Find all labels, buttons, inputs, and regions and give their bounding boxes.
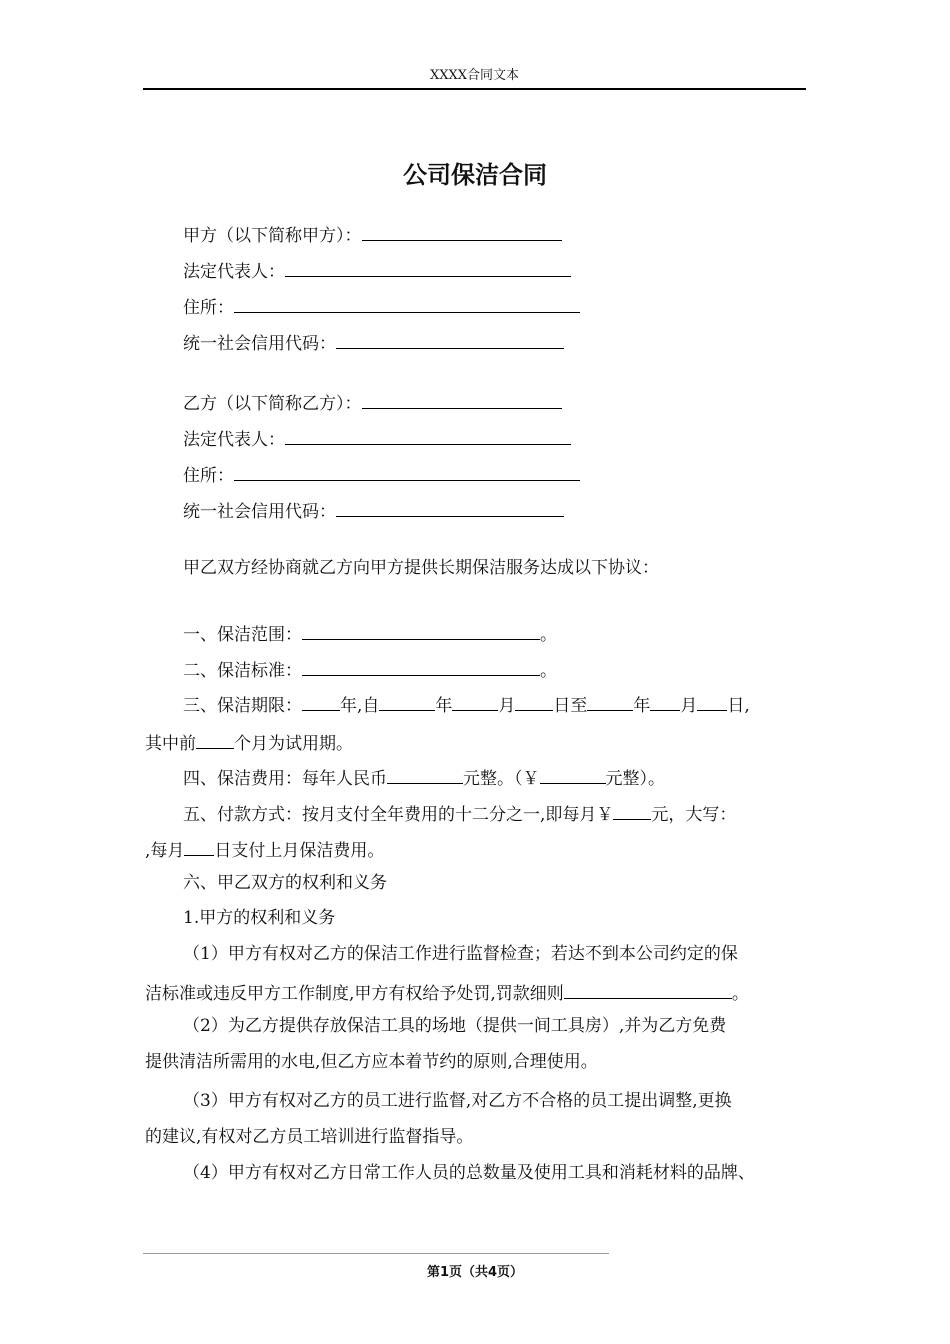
clause-1 (183, 619, 557, 647)
clause-2 (183, 655, 557, 683)
clause-3-text-d: 月 (498, 696, 516, 716)
party-a-address-label: 住所： (183, 298, 234, 318)
clause-2-end: 。 (540, 661, 557, 681)
clause-3-text-g: 月 (680, 696, 698, 716)
penalty-rules-blank (564, 978, 732, 999)
party-a-rep-blank (285, 256, 571, 277)
item-1-line-1: （1）甲方有权对乙方的保洁工作进行监督检查；若达不到本公司约定的保 (183, 944, 738, 964)
party-b-address-label: 住所： (183, 466, 234, 486)
party-a-address-blank (234, 292, 580, 313)
party-a-rep-line (183, 256, 571, 284)
party-b-rep-label: 法定代表人： (183, 430, 285, 450)
clause-3-text-b: 年,自 (340, 696, 380, 716)
clause-3-text-h: 日, (727, 696, 750, 716)
item-1-end: 。 (731, 984, 749, 1004)
party-a-address-line (183, 292, 580, 320)
clause-2-blank (302, 655, 540, 676)
page-header: XXXX合同文本 (143, 66, 806, 90)
monthly-fee-blank (613, 799, 651, 820)
footer-divider (143, 1253, 609, 1254)
item-2-line-1: （2）为乙方提供存放保洁工具的场地（提供一间工具房）,并为乙方免费 (183, 1016, 727, 1036)
pay-day-blank (184, 835, 214, 856)
clause-3-text-f: 年 (633, 696, 651, 716)
party-b-address-blank (234, 460, 580, 481)
clause-5 (183, 799, 736, 827)
party-a-credit-label: 统一社会信用代码： (183, 334, 336, 354)
clause-3-cont-a: 其中前 (145, 734, 196, 754)
end-year-blank (587, 690, 633, 711)
party-a-name-line (183, 220, 562, 248)
item-1-line-2 (145, 978, 749, 1006)
clause-3-cont-b: 个月为试用期。 (234, 734, 353, 754)
clause-3-continued (145, 728, 353, 756)
clause-5-continued (145, 835, 384, 863)
clause-4-label: 四、保洁费用：每年人民币 (183, 769, 387, 789)
party-a-name-label: 甲方（以下简称甲方）： (183, 226, 362, 246)
clause-5-cont-b: 日支付上月保洁费用。 (214, 841, 385, 861)
clause-1-end: 。 (540, 625, 557, 645)
clause-4-text-c: 元整）。 (605, 769, 665, 789)
clause-4-text-b: 元整。（￥ (463, 769, 540, 789)
annual-fee-digits-blank (540, 763, 606, 784)
start-year-blank (379, 690, 435, 711)
clause-5-text-b: 元，大写： (651, 805, 737, 825)
party-b-name-label: 乙方（以下简称乙方）： (183, 394, 362, 414)
clause-1-blank (302, 619, 540, 640)
party-b-name-blank (362, 388, 562, 409)
clause-6-1-heading: 1.甲方的权利和义务 (183, 908, 336, 928)
end-day-blank (697, 690, 727, 711)
item-2-line-2: 提供清洁所需用的水电,但乙方应本着节约的原则,合理使用。 (145, 1052, 598, 1072)
clause-2-label: 二、保洁标准： (183, 661, 302, 681)
end-month-blank (650, 690, 680, 711)
clause-4 (183, 763, 665, 791)
party-b-rep-blank (285, 424, 571, 445)
party-b-address-line (183, 460, 580, 488)
intro-paragraph: 甲乙双方经协商就乙方向甲方提供长期保洁服务达成以下协议： (183, 558, 659, 578)
clause-6-heading: 六、甲乙双方的权利和义务 (183, 873, 387, 893)
page-footer: 第1页（共4页） (426, 1265, 524, 1280)
start-day-blank (515, 690, 553, 711)
party-b-credit-line (183, 496, 564, 524)
clause-3-text-c: 年 (435, 696, 453, 716)
trial-months-blank (196, 728, 234, 749)
clause-5-cont-a: ,每月 (145, 841, 185, 861)
start-month-blank (452, 690, 498, 711)
clause-3 (183, 690, 750, 718)
item-1-text: 洁标准或违反甲方工作制度,甲方有权给予处罚,罚款细则 (145, 984, 564, 1004)
clause-1-label: 一、保洁范围： (183, 625, 302, 645)
party-a-credit-blank (336, 328, 564, 349)
document-title: 公司保洁合同 (403, 161, 547, 189)
clause-3-text-e: 日至 (553, 696, 588, 716)
party-b-credit-blank (336, 496, 564, 517)
item-3-line-2: 的建议,有权对乙方员工培训进行监督指导。 (145, 1127, 474, 1147)
item-4-line-1: （4）甲方有权对乙方日常工作人员的总数量及使用工具和消耗材料的品牌、 (183, 1163, 755, 1183)
annual-fee-blank (387, 763, 463, 784)
item-3-line-1: （3）甲方有权对乙方的员工进行监督,对乙方不合格的员工提出调整,更换 (183, 1091, 732, 1111)
party-b-rep-line (183, 424, 571, 452)
party-a-name-blank (362, 220, 562, 241)
party-a-credit-line (183, 328, 564, 356)
party-b-credit-label: 统一社会信用代码： (183, 502, 336, 522)
clause-3-label: 三、保洁期限： (183, 696, 302, 716)
clause-5-label: 五、付款方式：按月支付全年费用的十二分之一,即每月￥ (183, 805, 614, 825)
party-b-name-line (183, 388, 562, 416)
term-years-blank (302, 690, 340, 711)
party-a-rep-label: 法定代表人： (183, 262, 285, 282)
